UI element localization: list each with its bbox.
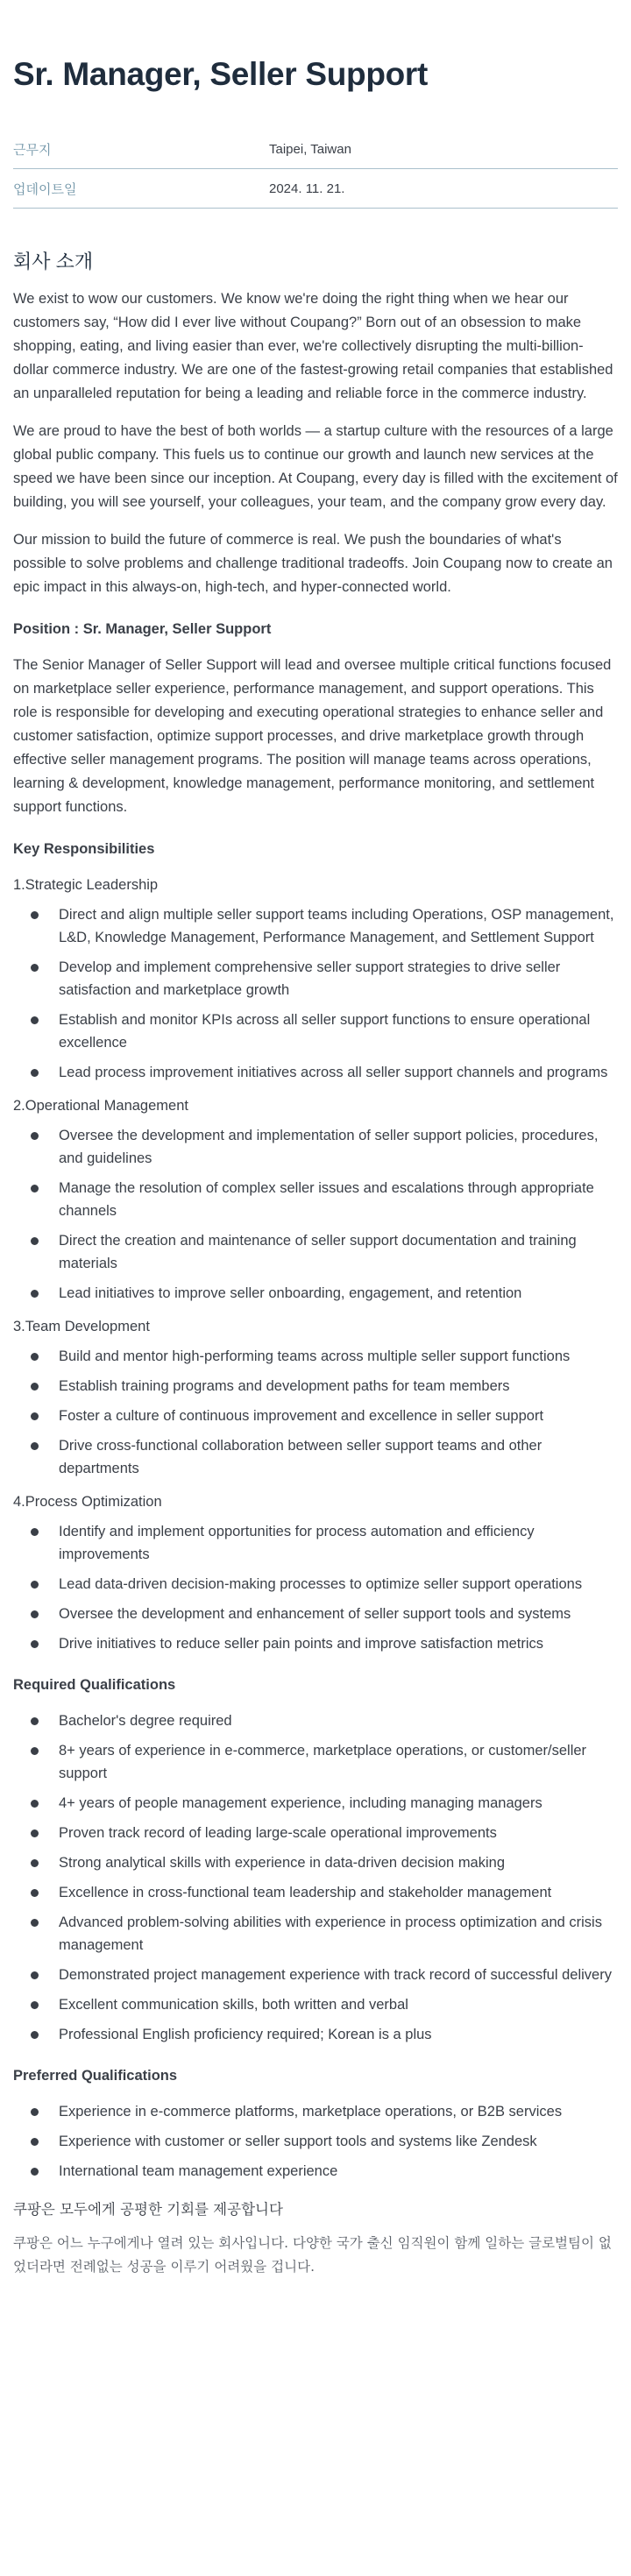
required-qualifications-list: [13, 1709, 618, 2046]
responsibility-group-title: 2.Operational Management: [13, 1098, 188, 1114]
list-item: Establish training programs and development paths for team members: [13, 1375, 618, 1398]
list-item: Lead process improvement initiatives across all seller support channels and programs: [13, 1061, 618, 1084]
list-item: Drive cross-functional collaboration between seller support teams and other departments: [13, 1434, 618, 1480]
meta-row-location: [13, 130, 618, 169]
position-heading: Position : Sr. Manager, Seller Support: [13, 621, 272, 637]
list-item: Strong analytical skills with experience in data-driven decision making: [13, 1851, 618, 1874]
list-item: Build and mentor high-performing teams across multiple seller support functions: [13, 1345, 618, 1368]
responsibilities-heading: Key Responsibilities: [13, 841, 155, 857]
list-item: Experience in e-commerce platforms, marketplace operations, or B2B services: [13, 2100, 618, 2123]
list-item: International team management experience: [13, 2160, 618, 2183]
meta-label-updated: 업데이트일: [13, 181, 77, 197]
responsibility-group-title: 1.Strategic Leadership: [13, 877, 159, 893]
list-item: Lead data-driven decision-making processes to optimize seller support operations: [13, 1573, 618, 1596]
list-item: Direct the creation and maintenance of seller support documentation and training materials: [13, 1229, 618, 1275]
list-item: Proven track record of leading large-scale operational improvements: [13, 1822, 618, 1844]
responsibility-list: [13, 1124, 618, 1305]
list-item: Oversee the development and enhancement of seller support tools and systems: [13, 1603, 618, 1625]
about-paragraph: We are proud to have the best of both worlds — a startup culture with the resources of a large global public company. This fuels us to continue our growth and launch new services at the speed we have been since our inception. At Coupang, every day is filled with the excitement of building, you will see yourself, your colleagues, your team, and the company grow every day.: [13, 423, 618, 510]
meta-value-location: Taipei, Taiwan: [269, 141, 351, 157]
equal-opportunity-text: 쿠팡은 어느 누구에게나 열려 있는 회사입니다. 다양한 국가 출신 임직원이 함께 일하는 글로벌팀이 없었더라면 전례없는 성공을 이루기 어려웠을 겁니다.: [13, 2235, 612, 2275]
responsibility-group-title: 4.Process Optimization: [13, 1494, 162, 1510]
list-item: Professional English proficiency required; Korean is a plus: [13, 2023, 618, 2046]
about-paragraph: We exist to wow our customers. We know we're doing the right thing when we hear our customers say, “How did I ever live without Coupang?” Born out of an obsession to make shopping, eating, and living easier than ever, we're collectively disrupting the multi-billion-dollar commerce industry. We are one of the fastest-growing retail companies that established an unparalleled reputation for being a leading and reliable force in the commerce industry.: [13, 291, 613, 401]
list-item: Lead initiatives to improve seller onboarding, engagement, and retention: [13, 1282, 618, 1305]
list-item: 8+ years of experience in e-commerce, marketplace operations, or customer/seller support: [13, 1739, 618, 1785]
list-item: Foster a culture of continuous improvement and excellence in seller support: [13, 1405, 618, 1427]
list-item: Excellent communication skills, both written and verbal: [13, 1993, 618, 2016]
responsibility-list: [13, 1345, 618, 1480]
list-item: Identify and implement opportunities for process automation and efficiency improvements: [13, 1520, 618, 1566]
preferred-qualifications-list: [13, 2100, 618, 2183]
list-item: Develop and implement comprehensive seller support strategies to drive seller satisfaction and marketplace growth: [13, 956, 618, 1001]
job-meta: [13, 130, 618, 209]
meta-label-location: 근무지: [13, 142, 52, 158]
list-item: Excellence in cross-functional team leadership and stakeholder management: [13, 1881, 618, 1904]
position-description: The Senior Manager of Seller Support will lead and oversee multiple critical functions focused on marketplace seller experience, performance management, and support operations. This role is responsible for developing and executing operational strategies to enhance seller and customer satisfaction, optimize support processes, and drive marketplace growth through effective seller management programs. The position will manage teams across operations, learning & development, knowledge management, performance monitoring, and settlement support functions.: [13, 657, 612, 815]
list-item: Drive initiatives to reduce seller pain points and improve satisfaction metrics: [13, 1632, 618, 1655]
list-item: 4+ years of people management experience, including managing managers: [13, 1792, 618, 1815]
required-qualifications-heading: Required Qualifications: [13, 1677, 176, 1693]
responsibility-group-title: 3.Team Development: [13, 1319, 150, 1334]
responsibility-list: [13, 1520, 618, 1655]
list-item: Advanced problem-solving abilities with experience in process optimization and crisis management: [13, 1911, 618, 1957]
meta-value-updated: 2024. 11. 21.: [269, 180, 345, 196]
meta-row-updated: [13, 169, 618, 209]
list-item: Manage the resolution of complex seller issues and escalations through appropriate channels: [13, 1177, 618, 1222]
list-item: Direct and align multiple seller support teams including Operations, OSP management, L&D, Knowledge Management, Performance Management, and Settlement Support: [13, 903, 618, 949]
about-paragraph: Our mission to build the future of commerce is real. We push the boundaries of what's possible to solve problems and challenge traditional tradeoffs. Join Coupang now to create an epic impact in this always-on, high-tech, and hyper-connected world.: [13, 532, 613, 595]
preferred-qualifications-heading: Preferred Qualifications: [13, 2068, 178, 2084]
list-item: Establish and monitor KPIs across all seller support functions to ensure operational excellence: [13, 1008, 618, 1054]
list-item: Experience with customer or seller support tools and systems like Zendesk: [13, 2130, 618, 2153]
list-item: Oversee the development and implementation of seller support policies, procedures, and guidelines: [13, 1124, 618, 1170]
list-item: Bachelor's degree required: [13, 1709, 618, 1732]
job-title: Sr. Manager, Seller Support: [13, 56, 429, 92]
list-item: Demonstrated project management experience with track record of successful delivery: [13, 1964, 618, 1986]
responsibility-list: [13, 903, 618, 1084]
about-heading: 회사 소개: [13, 251, 94, 272]
equal-opportunity-heading: 쿠팡은 모두에게 공평한 기회를 제공합니다: [13, 2201, 283, 2218]
